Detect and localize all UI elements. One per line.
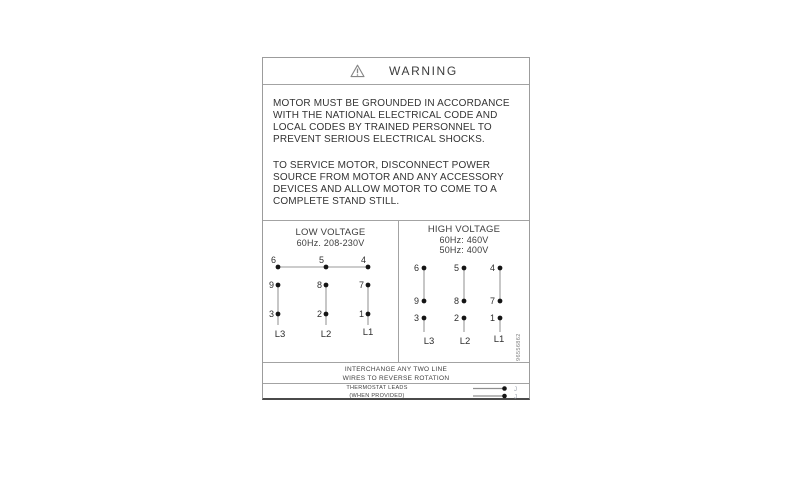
terminal-number: 7 [489,296,495,306]
terminal-number: 6 [270,255,276,265]
warning-line: WITH THE NATIONAL ELECTRICAL CODE AND [273,110,498,121]
terminal-dot [366,265,371,270]
rotation-note-line: WIRES TO REVERSE ROTATION [342,375,450,382]
terminal-dot [422,266,427,271]
terminal-number: 6 [413,263,419,273]
thermostat-note [263,383,529,398]
lead-dot [502,394,507,399]
terminal-number: 8 [316,280,322,290]
warning-line: MOTOR MUST BE GROUNDED IN ACCORDANCE [273,98,510,109]
terminal-number: 4 [489,263,495,273]
terminal-wiring-svg [263,221,529,362]
high-voltage-subtitle-50hz: 50Hz: 400V [439,245,489,255]
warning-line: COMPLETE STAND STILL. [273,196,400,207]
grounding-warning-paragraph [273,98,523,146]
terminal-number: 9 [268,280,274,290]
terminal-dot [276,265,281,270]
warning-line: PREVENT SERIOUS ELECTRICAL SHOCKS. [273,134,485,145]
terminal-dot [324,312,329,317]
warning-line: LOCAL CODES BY TRAINED PERSONNEL TO [273,122,492,133]
line-label: L1 [362,327,374,338]
warning-line: TO SERVICE MOTOR, DISCONNECT POWER [273,160,491,171]
terminal-dot [498,266,503,271]
line-label: L2 [320,329,332,340]
terminal-dot [324,283,329,288]
terminal-dot [422,299,427,304]
terminal-dot [462,316,467,321]
terminal-dot [498,299,503,304]
warning-text-block [273,85,523,208]
terminal-dot [276,312,281,317]
terminal-number: 5 [318,255,324,265]
terminal-number: 1 [489,313,495,323]
terminal-number: 8 [453,296,459,306]
rotation-note [263,362,529,383]
label-part-number: 96556862 [516,333,522,361]
terminal-dot [276,283,281,288]
terminal-number: 1 [358,309,364,319]
warning-line: DEVICES AND ALLOW MOTOR TO COME TO A [273,184,497,195]
terminal-dot [498,316,503,321]
thermostat-lead-symbols [459,384,529,399]
thermostat-note-line: THERMOSTAT LEADS [346,385,408,391]
terminal-number: 2 [316,309,322,319]
warning-title: WARNING [389,64,458,78]
terminal-number: 3 [413,313,419,323]
terminal-dot [324,265,329,270]
thermostat-note-text [263,385,491,400]
service-warning-paragraph [273,160,523,208]
thermostat-lead-symbol [473,394,517,399]
terminal-number: 9 [413,296,419,306]
high-voltage-diagram [414,263,504,347]
rotation-note-line: INTERCHANGE ANY TWO LINE [344,366,448,373]
low-voltage-subtitle: 60Hz. 208-230V [296,238,365,248]
thermostat-lead-symbol [473,386,517,393]
lead-terminal-label: J [514,394,517,399]
terminal-number: 2 [453,313,459,323]
line-label: L3 [423,336,435,347]
terminal-dot [366,283,371,288]
warning-triangle-icon [350,64,365,78]
terminal-number: 3 [268,309,274,319]
high-voltage-title: HIGH VOLTAGE [427,224,501,235]
lead-dot [502,386,507,391]
thermostat-note-line: (WHEN PROVIDED) [349,392,405,399]
high-voltage-subtitle-60hz: 60Hz: 460V [439,235,489,245]
motor-warning-label [262,57,530,400]
line-label: L2 [459,336,471,347]
low-voltage-title: LOW VOLTAGE [295,227,366,238]
warning-line: SOURCE FROM MOTOR AND ANY ACCESSORY [273,172,504,183]
wiring-diagram-area [263,220,529,363]
terminal-number: 7 [358,280,364,290]
terminal-dot [462,299,467,304]
terminal-dot [366,312,371,317]
terminal-number: 4 [360,255,366,265]
warning-header [263,58,529,85]
line-label: L3 [274,329,286,340]
low-voltage-diagram [269,255,373,340]
line-label: L1 [493,334,505,345]
terminal-dot [422,316,427,321]
terminal-dot [462,266,467,271]
terminal-number: 5 [453,263,459,273]
lead-terminal-label: J [514,387,517,393]
